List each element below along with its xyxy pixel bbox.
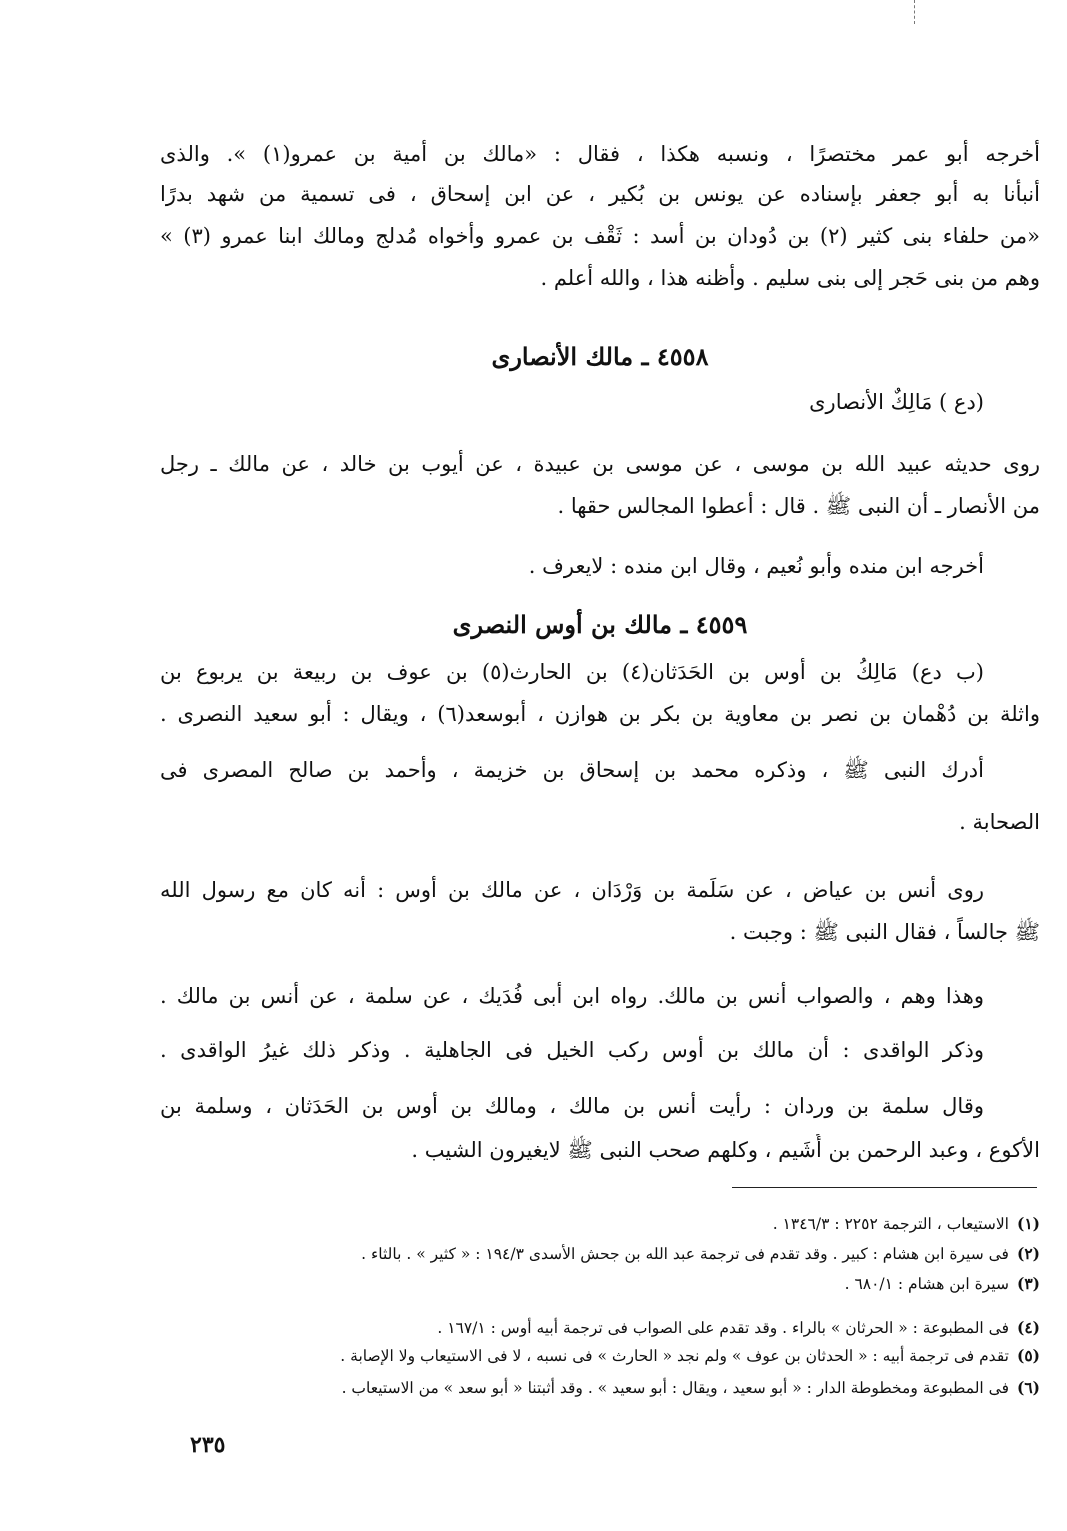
footnote-number: (٢) — [1016, 1244, 1040, 1263]
page-number: ٢٣٥ — [190, 1432, 226, 1458]
footnote-number: (٦) — [1016, 1378, 1040, 1397]
footnote — [230, 1272, 1040, 1296]
footnote-text: فى المطبوعة : « الحرثان » بالراء . وقد تقدم على الصواب فى ترجمة أبيه أوس : ١٦٧/١ . — [437, 1319, 1009, 1337]
text-line: الأكوع ، وعبد الرحمن بن أُشَيم ، وكلهم صحب النبى ﷺ لايغيرون الشيب . — [411, 1138, 1040, 1162]
entry-heading: ٤٥٥٩ ـ مالك بن أوس النصرى — [452, 610, 748, 639]
entry-heading: ٤٥٥٨ ـ مالك الأنصارى — [491, 342, 709, 371]
footnote-number: (١) — [1016, 1214, 1040, 1233]
text-line: وقال سلمة بن وردان : رأيت أنس بن مالك ، ومالك بن أوس بن الحَدَثان ، وسلمة بن — [160, 1094, 984, 1118]
text-line: أنبأنا به أبو جعفر بإسناده عن يونس بن بُكير ، عن ابن إسحاق ، فى تسمية من شهد بدرًا — [160, 182, 1040, 206]
entry-name-line: (دع ) مَالِكٌ الأنصارى — [809, 390, 984, 414]
footnote — [230, 1242, 1040, 1266]
footnote-divider — [732, 1187, 1037, 1188]
footnote-text: فى سيرة ابن هشام : كبير . وقد تقدم فى ترجمة عبد الله بن جحش الأسدى ١٩٤/٣ : « كثير » . بالثاء . — [361, 1245, 1009, 1263]
text-line: روى أنس بن عياض ، عن سَلَمة بن وَرْدَان ، عن مالك بن أوس : أنه كان مع رسول الله — [160, 878, 984, 902]
footnote-number: (٥) — [1016, 1346, 1040, 1365]
footnote — [230, 1316, 1040, 1340]
footnote-text: الاستيعاب ، الترجمة ٢٢٥٢ : ١٣٤٦/٣ . — [772, 1215, 1009, 1233]
footnote — [230, 1212, 1040, 1236]
text-line: وذكر الواقدى : أن مالك بن أوس ركب الخيل فى الجاهلية . وذكر ذلك غيرُ الواقدى . — [160, 1038, 984, 1062]
footnote-number: (٤) — [1016, 1318, 1040, 1337]
crop-mark — [914, 0, 916, 24]
footnote — [230, 1376, 1040, 1400]
text-line: «من حلفاء بنى كثير (٢) بن دُودان بن أسد : ثَقْف بن عمرو وأخواه مُدلج ومالك ابنا عمرو (٣) » — [160, 224, 1040, 248]
text-line: الصحابة . — [959, 810, 1040, 834]
text-line: ﷺ جالساً ، فقال النبى ﷺ : وجبت . — [729, 920, 1040, 944]
text-line: واثلة بن دُهْمان بن نصر بن معاوية بن بكر بن هوازن ، أبوسعد(٦) ، ويقال : أبو سعيد النصرى . — [160, 702, 1040, 726]
text-line: أخرجه ابن منده وأبو نُعيم ، وقال ابن منده : لايعرف . — [528, 554, 984, 578]
text-line: أخرجه أبو عمر مختصرًا ، ونسبه هكذا ، فقال : «مالك بن أمية بن عمرو(١) ». والذى — [160, 142, 1040, 166]
footnote-text: سيرة ابن هشام : ٦٨٠/١ . — [844, 1275, 1009, 1293]
text-line: (ب دع) مَالِكُ بن أوس بن الحَدَثان(٤) بن الحارث(٥) بن عوف بن ربيعة بن يربوع بن — [160, 660, 985, 684]
text-line: من الأنصار ـ أن النبى ﷺ . قال : أعطوا المجالس حقها . — [557, 494, 1040, 518]
text-line: أدرك النبى ﷺ ، وذكره محمد بن إسحاق بن خزيمة ، وأحمد بن صالح المصرى فى — [160, 758, 984, 782]
footnote — [230, 1344, 1040, 1368]
text-line: وهم من بنى حَجر إلى بنى سليم . وأظنه هذا ، والله أعلم . — [540, 266, 1040, 290]
footnote-text: فى المطبوعة ومخطوطة الدار : « أبو سعيد ، ويقال : أبو سعيد » . وقد أثبتنا « أبو سعد » من الاستيعاب . — [341, 1379, 1009, 1397]
text-line: وهذا وهم ، والصواب أنس بن مالك. رواه ابن أبى فُدَيك ، عن سلمة ، عن أنس بن مالك . — [160, 984, 984, 1008]
footnote-number: (٣) — [1016, 1274, 1040, 1293]
text-line: روى حديثه عبيد الله بن موسى ، عن موسى بن عبيدة ، عن أيوب بن خالد ، عن مالك ـ رجل — [160, 452, 1040, 476]
footnote-text: تقدم فى ترجمة أبيه : « الحدثان بن عوف » ولم نجد « الحارث » فى نسبه ، لا فى الاستيعاب ولا الإصابة . — [340, 1347, 1009, 1365]
